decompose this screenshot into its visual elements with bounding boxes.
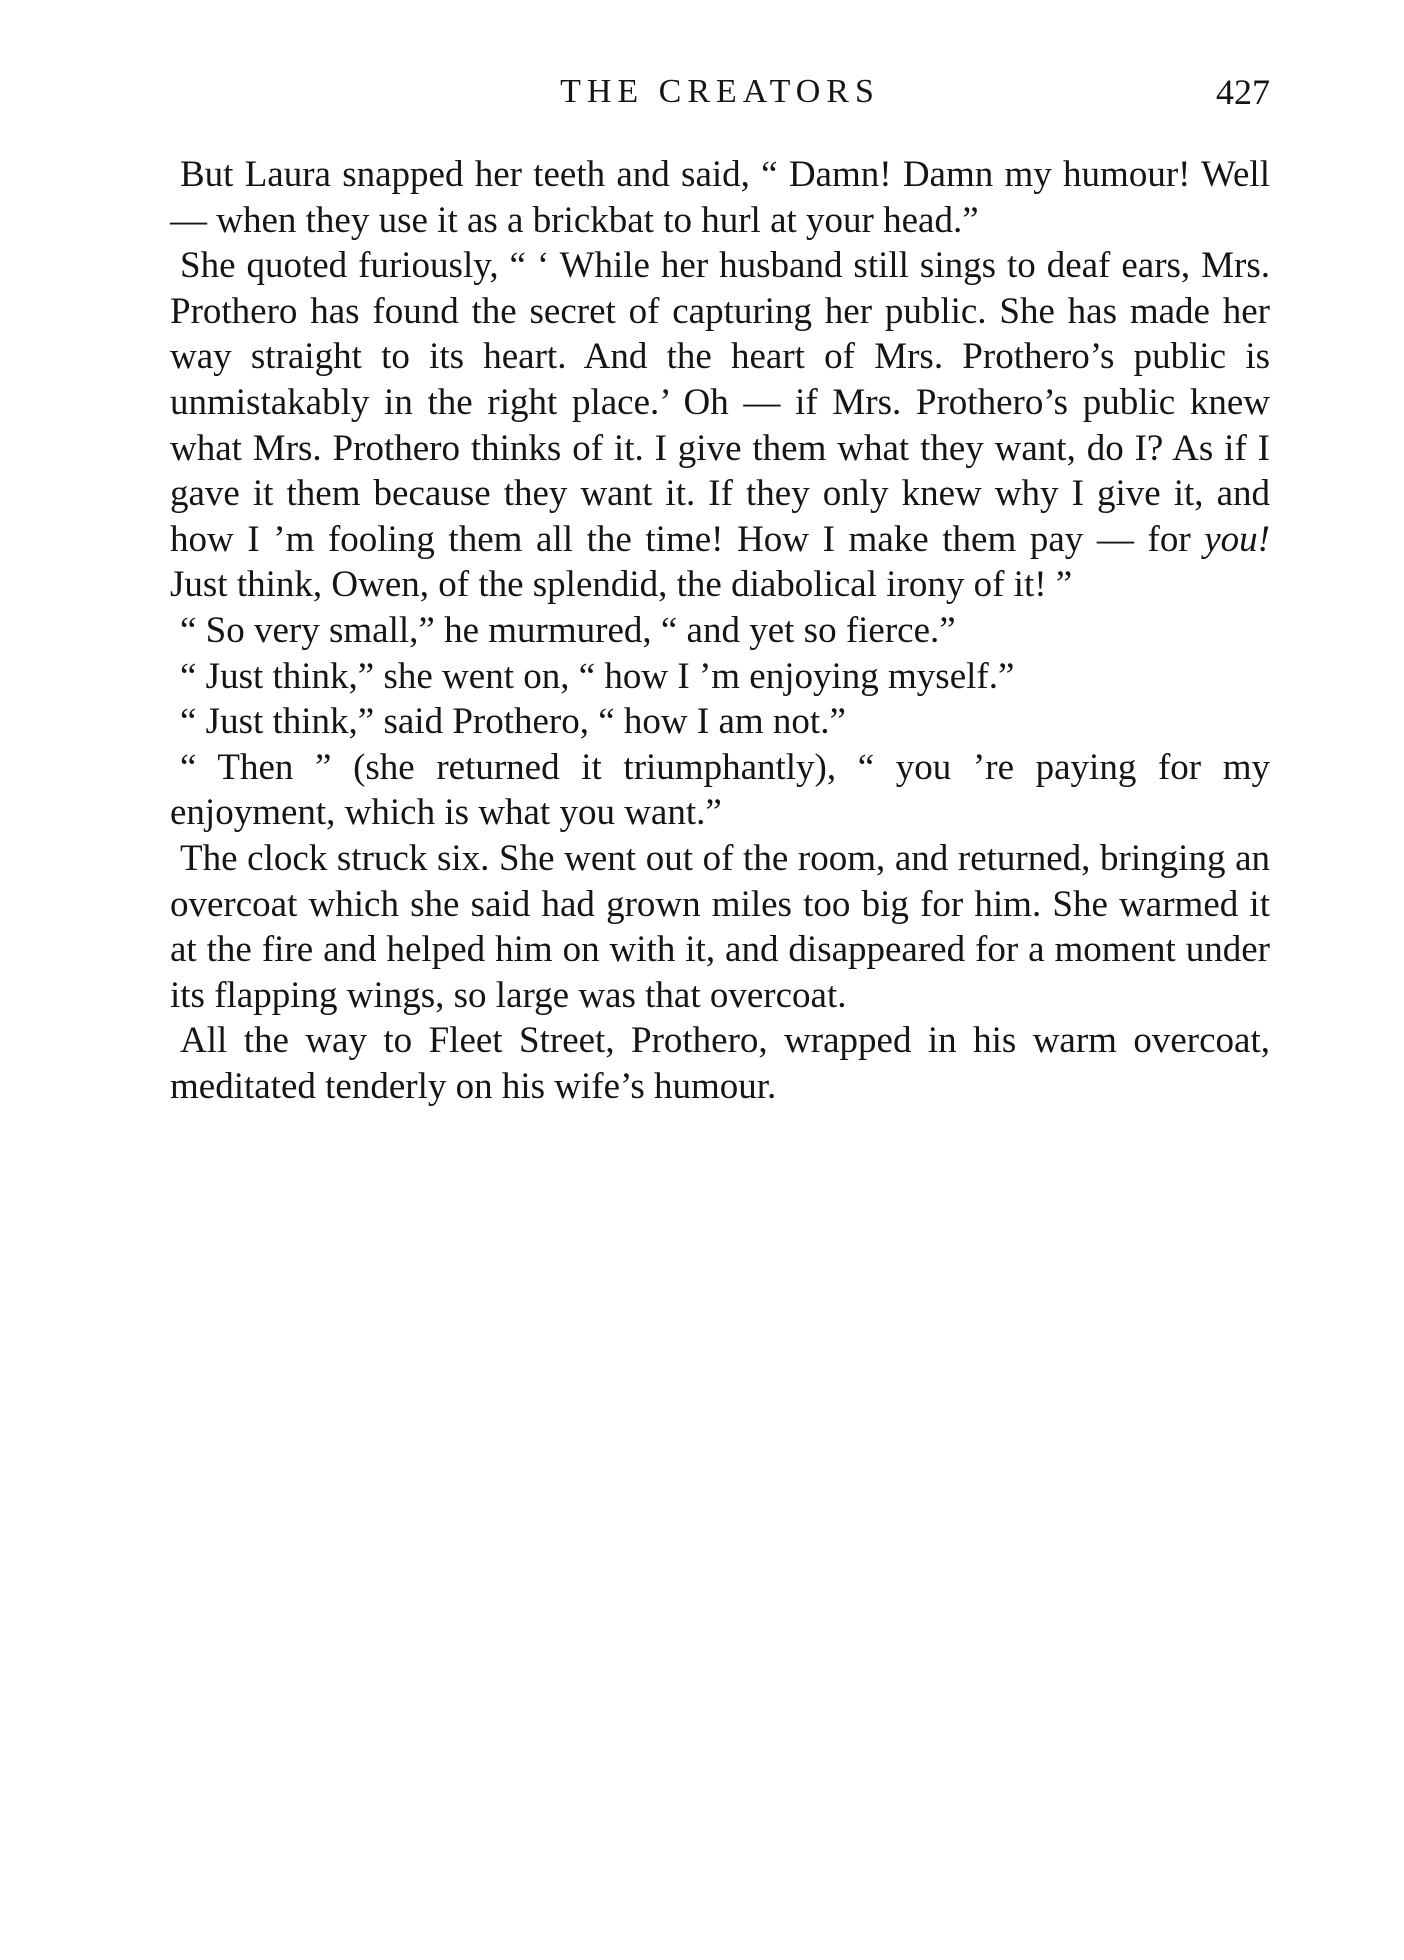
- page-header: [170, 66, 1270, 118]
- paragraph-2-text-after: Just think, Owen, of the splendid, the diabolical irony of it! ”: [170, 564, 1073, 606]
- paragraph-5: “ Just think,” said Prothero, “ how I am not.”: [180, 701, 846, 743]
- page-number: 427: [1216, 72, 1270, 112]
- running-title: THE CREATORS: [560, 73, 880, 110]
- paragraph-6: “ Then ” (she returned it triumphantly), “ you ’re paying for my enjoyment, which is what you want.”: [170, 746, 1270, 834]
- paragraph-2-text: She quoted furiously, “ ‘ While her husband still sings to deaf ears, Mrs. Prothero has found the secret of capturing her public. She has made her way straight to its heart. And the heart of Mrs. Prothero’s public is unmistakably in the right place.’ Oh — if Mrs. Prothero’s public knew what Mrs. Prothero thinks of it. I give them what they want, do I? As if I gave it them because they want it. If they only knew why I give it, and how I ’m fooling them all the time! How I make them pay — for: [170, 245, 1270, 560]
- paragraph-3: “ So very small,” he murmured, “ and yet so fierce.”: [180, 609, 956, 651]
- body-text: [170, 152, 1270, 1109]
- paragraph-7: The clock struck six. She went out of the room, and returned, bringing an overcoat which she said had grown miles too big for him. She warmed it at the fire and helped him on with it, and disappeared for a moment under its flapping wings, so large was that overcoat.: [170, 837, 1270, 1016]
- paragraph-2: [170, 243, 1270, 608]
- paragraph-8: All the way to Fleet Street, Prothero, wrapped in his warm overcoat, meditated tenderly on his wife’s humour.: [170, 1020, 1270, 1107]
- paragraph-1: But Laura snapped her teeth and said, “ Damn! Damn my humour! Well — when they use it as a brickbat to hurl at your head.”: [170, 154, 1270, 241]
- paragraph-2-emphasis: you!: [1204, 518, 1270, 560]
- paragraph-4: “ Just think,” she went on, “ how I ’m enjoying myself.”: [180, 655, 1015, 697]
